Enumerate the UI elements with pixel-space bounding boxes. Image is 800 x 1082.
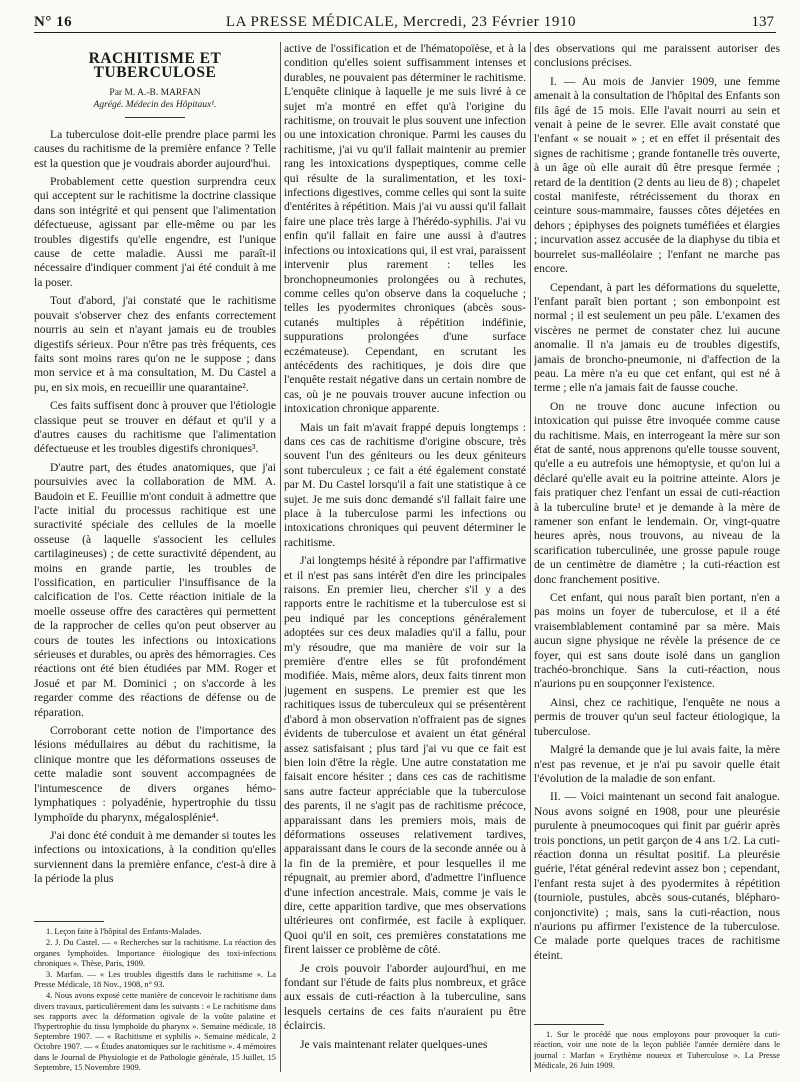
paragraph: Je vais maintenant relater quelques-unes — [300, 1037, 488, 1051]
paragraph: Ainsi, chez ce rachitique, l'enquête ne nous a permis de trouver qu'un seul facteur étiologique, la tuberculose. — [534, 695, 780, 738]
issue-number: N° 16 — [34, 14, 73, 30]
journal-page — [20, 0, 782, 1082]
paragraph: D'autre part, des études anatomiques, que j'ai poursuivies avec la collaboration de MM. A. Baudoin et E. Feuillie m'ont conduit à admettre que l'acte initial du processus rachitique est une suractivité spéciale des cellules de la moelle osseuse (à laquelle s'associent les cellules cartilagineuses) ; de cette suractivité dépendent, au moins en grande partie, les troubles de l'ossification, en particulier l'insuffisance de la calcification de l'os. Cette réaction initiale de la moelle osseuse offre des caractères qui permettent de la rapprocher de celles qu'on peut observer au cours de toutes les infections ou intoxications sérieuses et durables, ou après des hémorragies. Ces réactions ont été bien étudiées par MM. Roger et Josué et par M. Dominici ; on s'accorde à les regarder comme des réactions de défense ou de réparation. — [34, 460, 276, 719]
header-rule — [34, 32, 776, 33]
page-header — [20, 10, 782, 32]
footnotes — [534, 1016, 780, 1072]
column-divider — [530, 42, 531, 1072]
author-role: Agrégé. Médecin des Hôpitaux¹. — [93, 99, 217, 110]
paragraph: Ces faits suffisent donc à prouver que l'étiologie classique peut se trouver en défaut et qu'il y a d'autres causes du rachitisme que l'alimentation défectueuse et les troubles digestifs chroniques³. — [34, 399, 276, 456]
footnotes — [34, 913, 276, 1074]
footnote: 4. Nous avons exposé cette manière de concevoir le rachitisme dans divers travaux, particulièrement dans les suivants : « Le rachitisme dans ses rapports avec la déformation ogivale de la voûte palatine et l'hypertrophie du tissu lymphoïde du pharynx ». Semaine médicale, 18 Septembre 1907. — « Rachitisme et syphilis ». Semaine médicale, 2 Octobre 1907. — « Études anatomiques sur le rachitisme ». 4 mémoires dans le Journal de Physiologie et de Pathologie générale, 15 Juillet, 15 Septembre, 15 Novembre 1909. — [34, 991, 276, 1072]
paragraph: Tout d'abord, j'ai constaté que le rachitisme pouvait s'observer chez des enfants correctement nourris au sein et n'ayant jamais eu de troubles digestifs sérieux. Pour n'être pas très fréquents, ces faits sont moins rares qu'on ne le suppose ; dans mon service et à ma consultation, M. Du Castel a pu, en six mois, en recueillir une quarantaine². — [34, 294, 276, 394]
footnote: 2. J. Du Castel. — « Recherches sur la rachitisme. La réaction des organes lymphoïdes. Importance étiologique des toxi-infections chroniques ». Thèse, Paris, 1909. — [34, 938, 276, 968]
page-number: 137 — [751, 14, 774, 30]
paragraph: Corroborant cette notion de l'importance des lésions médullaires au début du rachitisme, la clinique montre que les déformations osseuses de cette maladie sont souvent accompagnées de l'intumescence de divers organes hémo-lymphatiques : polyadénie, hypertrophie du tissu lymphoïde du pharynx, mégalosplénie⁴. — [34, 724, 276, 824]
paragraph: Cet enfant, qui nous paraît bien portant, n'en a pas moins un foyer de tuberculose, et il a été vraisemblablement contaminé par sa mère. Mais aucun signe physique ne révèle la présence de ce foyer, qui est sans doute isolé dans un ganglion trachéo-bronchique. Sans la cuti-réaction, nous n'aurions pu en soupçonner l'existence. — [534, 591, 780, 691]
paragraph: Cependant, à part les déformations du squelette, l'enfant paraît bien portant ; son embonpoint est normal ; il est seulement un peu pâle. L'examen des viscères ne permet de constater chez lui aucune anomalie. Il n'a jamais eu de troubles digestifs, jamais de broncho-pneumonie, ni d'affection de la peau. La mère n'a eu que cet enfant, qui est né à terme ; elle n'a jamais fait de fausse couche. — [534, 280, 780, 395]
footnote: 1. Sur le procédé que nous employons pour provoquer la cuti-réaction, voir une note de la leçon publiée l'année dernière dans le journal : Marfan « Erythème noueux et Tuberculose ». La Presse Médicale, 26 Juin 1909. — [534, 1030, 780, 1070]
footnote: 3. Marfan. — « Les troubles digestifs dans le rachitisme ». La Presse Médicale, 18 Nov., 1908, n° 93. — [34, 969, 276, 990]
paragraph: des observations qui me paraissent autoriser des conclusions précises. — [534, 42, 780, 70]
title-rule — [125, 117, 185, 118]
column-3 — [534, 42, 780, 1074]
footnote-rule — [534, 1024, 604, 1025]
paragraph: active de l'ossification et de l'hématopoïèse, et à la condition qu'elles soient suffisamment intenses et durables, ne pouvaient pas déterminer le rachitisme. L'enquête clinique à laquelle je me suis livré à ce sujet m'a montré en effet qu'à l'origine du rachitisme, on trouvait le plus souvent une infection ou une intoxication chronique. Parmi les causes du rachitisme, j'ai vu qu'il fallait maintenir au premier rang les intoxications dyspeptiques, comme celle qui résulte de la suralimentation, et les toxi-infections digestives, comme celles qui sont la suite d'entérites à répétition. Mais j'ai vu aussi qu'il fallait faire une place très large à l'hérédo-syphilis. J'ai vu enfin qu'il fallait en faire une aussi à d'autres infections ou intoxications qui, il est vrai, paraissent intervenir plus rarement : telles les bronchopneumonies prolongées ou à rechutes, comme celles qu'on observe dans la coqueluche ; telles les pyodermites chroniques (abcès sous-cutanés multiples à répétition indéfinie, suppurations prolongées d'une surface eczémateuse). Cependant, en scrutant les antécédents des rachitiques, je dois dire que l'enquête restait négative dans un certain nombre de cas, où je ne pouvais trouver aucune infection ou intoxication chronique apparente. — [284, 42, 526, 416]
paragraph: La tuberculose doit-elle prendre place parmi les causes du rachitisme de la première enfance ? Telle est la question que je voudrais aborder aujourd'hui. — [34, 127, 276, 170]
article-title: RACHITISME ET TUBERCULOSE — [88, 50, 222, 82]
column-2 — [284, 42, 526, 1074]
paragraph: Probablement cette question surprendra ceux qui acceptent sur le rachitisme la doctrine classique dans son intégrité et qui pensent que l'alimentation défectueuse, agissant par elle-même ou par les troubles digestifs qu'elle engendre, est l'unique cause de cette maladie. Aussi me paraît-il nécessaire d'indiquer comment j'ai été conduit à me la poser. — [34, 175, 276, 289]
paragraph: II. — Voici maintenant un second fait analogue. Nous avons soigné en 1908, pour une pleurésie purulente à pneumocoques qui finit par guérir après trois ponctions, un petit garçon de 4 ans 1/2. La cuti-réaction donna un résultat positif. La pleurésie guérie, l'état général redevint assez bon ; cependant, l'enfant resta sujet à des pyodermites à répétition (tourniole, pustules, abcès sous-cutanés, blépharo-conjonctivite) ; mais, sans la cuti-réaction, nous n'aurions pu affirmer l'existence de la tuberculose. Ce malade porte quelques traces de rachitisme éteint. — [534, 790, 780, 962]
footnote: 1. Leçon faite à l'hôpital des Enfants-Malades. — [46, 927, 202, 937]
paragraph: Mais un fait m'avait frappé depuis longtemps : dans ces cas de rachitisme d'origine obscure, très souvent l'un des géniteurs ou les deux géniteurs sont tuberculeux ; ce fait a été également constaté par M. Du Castel lorsqu'il a fait une statistique à ce sujet. Je me suis donc demandé s'il fallait faire une place à la tuberculose parmi les infections ou intoxications chroniques qui peuvent déterminer le rachitisme. — [284, 420, 526, 549]
journal-title-date: LA PRESSE MÉDICALE, Mercredi, 23 Février 1910 — [225, 14, 577, 30]
article-byline: Par M. A.-B. MARFAN — [109, 87, 201, 98]
paragraph: Je crois pouvoir l'aborder aujourd'hui, en me fondant sur l'étude de faits plus nombreux, et grâce aux essais de cuti-réaction à la tuberculine, sans lesquels certains de ces faits n'auraient pu être éclaircis. — [284, 961, 526, 1033]
paragraph: Malgré la demande que je lui avais faite, la mère n'est pas revenue, et je n'ai pu savoir quelle était l'évolution de la maladie de son enfant. — [534, 743, 780, 785]
column-divider — [280, 42, 281, 1072]
paragraph: J'ai donc été conduit à me demander si toutes les infections ou intoxications, à la condition qu'elles surviennent dans la première enfance, c'est-à dire à la période la plus — [34, 828, 276, 886]
footnote-rule — [34, 921, 104, 922]
paragraph: On ne trouve donc aucune infection ou intoxication qui puisse être invoquée comme cause du rachitisme. Mais, en interrogeant la mère sur son état de santé, nous apprenons qu'elle tousse souvent, qu'elle a eu autrefois une hémoptysie, et qu'on lui a déclaré qu'elle avait eu la poitrine atteinte. Alors je fais pratiquer chez l'enfant un essai de cuti-réaction à la tuberculine brute¹ et je demande à la mère de ramener son enfant le lendemain. Or, vingt-quatre heures après, nous trouvons, au niveau de la scarification tuberculinée, une grosse papule rouge de un centimètre de diamètre ; la cuti-réaction est donc franchement positive. — [534, 399, 780, 586]
paragraph: J'ai longtemps hésité à répondre par l'affirmative et il n'est pas sans intérêt d'en dire les principales raisons. En premier lieu, chercher s'il y a des rapports entre le rachitisme et la tuberculose est si peu indiqué par les conceptions généralement adoptées sur ces deux maladies qu'il a fallu, pour m'y résoudre, que ma manière de voir sur la première d'entre elles se fût profondément modifiée. Mais, même alors, deux faits tinrent mon jugement en suspens. Le premier est que les rachitiques issus de tuberculeux qui se présentèrent d'abord à mon observation n'offraient pas de signes évidents de tuberculose et avaient un état général assez satisfaisant ; plus tard j'ai vu que ce fait est bien loin d'être la règle. Une autre constatation me faisait encore hésiter ; dans ces cas de rachitisme sans autre facteur appréciable que la tuberculose des parents, il ne s'agit pas de rachitisme précoce, apparaissant dans les premiers mois, mais de déformations osseuses relativement tardives, apparaissant dans le cours de la seconde année ou à la fin de la première, et pour lesquelles il me répugnait, au premier abord, d'admettre l'influence d'une infection ancestrale. Mais, comme je vais le dire, cette apparition tardive, que mes observations ultérieures ont confirmée, est facile à expliquer. Quoi qu'il en soit, ces premières constatations me firent laisser ce problème de côté. — [284, 554, 526, 957]
column-1 — [34, 42, 276, 1074]
paragraph: I. — Au mois de Janvier 1909, une femme amenait à la consultation de l'hôpital des Enfants son fils âgé de 15 mois. Elle l'avait nourri au sein et venait à peine de le sevrer. Elle avait constaté que l'enfant « se nouait » ; et en effet il présentait des signes de rachitisme ; grande fontanelle très ouverte, à un âge où elle aurait dû être presque fermée ; retard de la dentition (2 dents au lieu de 8) ; chapelet costal manifeste, rétrécissement du thorax en ceinture sous-mammaire, fausses côtes déjetées en dehors ; épiphyses des poignets tuméfiées et élargies ; incurvation assez accusée de la diaphyse du tibia et bourrelet sus-malléolaire ; l'enfant ne marche pas encore. — [534, 74, 780, 276]
